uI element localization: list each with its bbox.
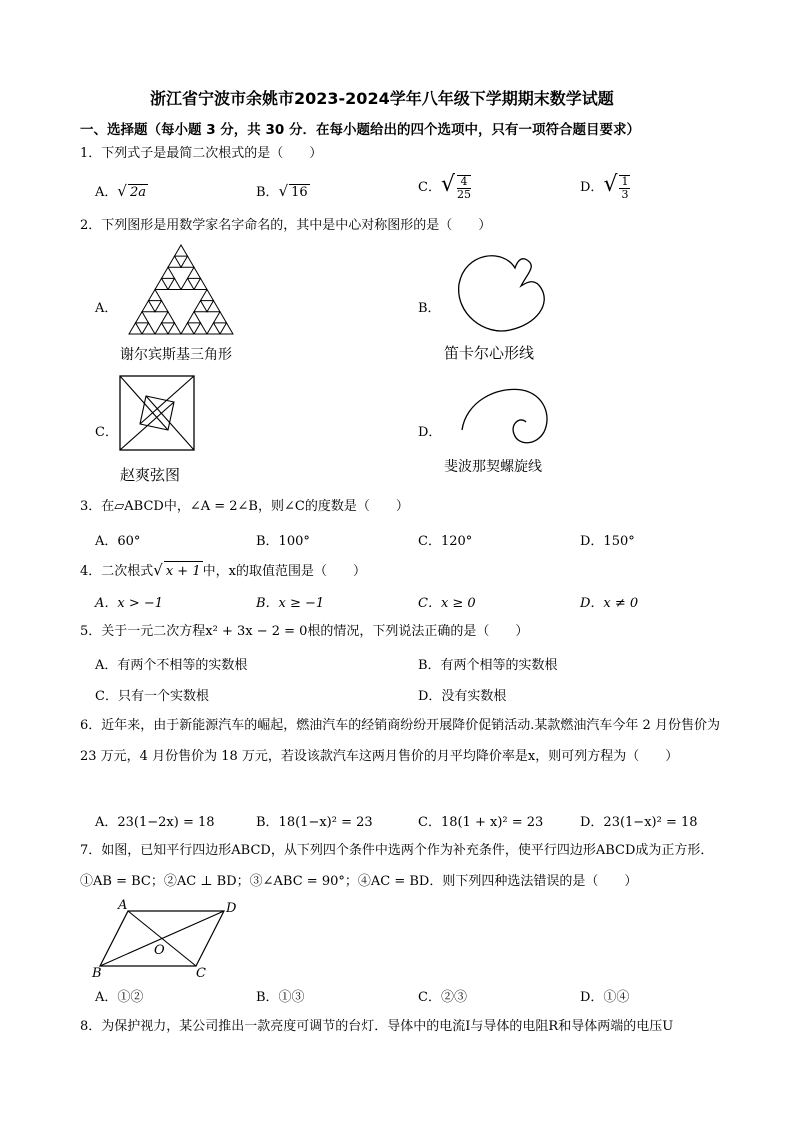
sierpinski-subtriangle: [162, 267, 175, 278]
q2-option-c-label: C．: [95, 425, 118, 440]
sierpinski-subtriangle: [168, 278, 181, 289]
sierpinski-subtriangle: [220, 323, 233, 334]
q3-option-c: C．120°: [418, 534, 473, 549]
sierpinski-subtriangle: [155, 278, 168, 289]
question-1-stem: 1．下列式子是最简二次根式的是（ ）: [80, 146, 323, 161]
question-2-stem: 2．下列图形是用数学家名字命名的，其中是中心对称图形的是（ ）: [80, 218, 492, 233]
q2-caption-b: 笛卡尔心形线: [444, 344, 535, 362]
sierpinski-subtriangle: [142, 301, 155, 312]
q5-option-c: C．只有一个实数根: [95, 689, 209, 704]
sierpinski-subtriangle: [162, 312, 175, 323]
question-3-stem: 3．在▱ABCD中，∠A = 2∠B，则∠C的度数是（ ）: [80, 499, 409, 514]
question-5-stem: 5．关于一元二次方程x² + 3x − 2 = 0根的情况，下列说法正确的是（ ）: [80, 624, 529, 639]
q7-option-c: C．②③: [418, 990, 467, 1005]
label-o: O: [154, 943, 165, 958]
q6-option-a: A．23(1−2x) = 18: [95, 815, 215, 830]
q7-option-a: A．①②: [95, 990, 144, 1005]
sierpinski-subtriangle: [129, 323, 142, 334]
sierpinski-subtriangle: [181, 323, 194, 334]
sierpinski-subtriangle: [175, 245, 188, 256]
sierpinski-subtriangle: [149, 290, 162, 301]
q7-option-d: D．①④: [580, 990, 630, 1005]
question-7-stem: 7．如图，已知平行四边形ABCD，从下列四个条件中选两个作为补充条件，使平行四边形ABCD成为正方形．①AB = BC；②AC ⊥ BD；③∠ABC = 90°；④AC = BD．则下列四种选法错误的是（ ）: [80, 843, 714, 889]
sierpinski-subtriangle: [181, 256, 194, 267]
q1-option-a: A．√ 2a: [95, 182, 146, 200]
sierpinski-subtriangle: [136, 312, 149, 323]
q3-option-d: D．150°: [580, 534, 635, 549]
question-6-stem: 6．近年来，由于新能源汽车的崛起，燃油汽车的经销商纷纷开展降价促销活动.某款燃油汽车今年 2 月份售价为 23 万元，4 月份售价为 18 万元，若设该款汽车这两月售价的月平均降价率是x，则可列方程为（ ）: [80, 718, 720, 764]
q5-option-b: B．有两个相等的实数根: [418, 658, 558, 673]
q3-option-a: A．60°: [95, 534, 141, 549]
q4-option-a: A．x > −1: [95, 596, 164, 611]
question-4-stem: 4．二次根式√ x + 1 中，x的取值范围是（ ）: [80, 560, 366, 582]
q4-option-d: D．x ≠ 0: [580, 596, 639, 611]
sierpinski-triangle-figure: [128, 244, 234, 336]
q5-option-a: A．有两个不相等的实数根: [95, 658, 248, 673]
sierpinski-subtriangle: [201, 290, 214, 301]
label-b: B: [92, 966, 102, 981]
q2-caption-d: 斐波那契螺旋线: [444, 459, 542, 475]
q2-option-d-label: D．: [418, 425, 442, 440]
label-d: D: [226, 901, 237, 916]
sierpinski-subtriangle: [188, 312, 201, 323]
sierpinski-subtriangle: [214, 312, 227, 323]
zhao-shuang-diagram-figure: [119, 375, 195, 451]
q5-option-d: D．没有实数根: [418, 689, 507, 704]
sierpinski-subtriangle: [188, 267, 201, 278]
q2-caption-a: 谢尔宾斯基三角形: [120, 347, 232, 363]
q7-option-b: B．①③: [256, 990, 305, 1005]
q6-option-d: D．23(1−x)² = 18: [580, 815, 698, 830]
q6-option-b: B．18(1−x)² = 23: [256, 815, 373, 830]
fibonacci-spiral-figure: [460, 386, 552, 448]
parallelogram-abcd-figure: [92, 898, 242, 980]
sierpinski-subtriangle: [207, 323, 220, 334]
label-c: C: [196, 966, 206, 981]
q6-option-c: C．18(1 + x)² = 23: [418, 815, 544, 830]
q4-option-b: B．x ≥ −1: [256, 596, 325, 611]
q1-option-c: C．√ $\frac{4}{25}$: [418, 172, 471, 201]
label-a: A: [118, 898, 128, 913]
sierpinski-subtriangle: [155, 301, 168, 312]
sierpinski-subtriangle: [181, 278, 194, 289]
sierpinski-subtriangle: [194, 278, 207, 289]
q2-option-b-label: B．: [418, 301, 441, 316]
sierpinski-subtriangle: [194, 301, 207, 312]
section-header: 一、选择题（每小题 3 分，共 30 分．在每小题给出的四个选项中，只有一项符合题目要求）: [80, 122, 640, 138]
sierpinski-subtriangle: [155, 323, 168, 334]
q1-option-d: D．√ $\frac{1}{3}$: [580, 172, 629, 201]
q4-option-c: C．x ≥ 0: [418, 596, 476, 611]
sierpinski-subtriangle: [168, 256, 181, 267]
sierpinski-subtriangle: [142, 323, 155, 334]
q3-option-b: B．100°: [256, 534, 310, 549]
q2-caption-c: 赵爽弦图: [120, 466, 181, 484]
sierpinski-subtriangle: [168, 323, 181, 334]
sierpinski-subtriangle: [194, 323, 207, 334]
q2-option-a-label: A．: [95, 301, 118, 316]
cardioid-figure: [455, 244, 555, 336]
sierpinski-subtriangle: [207, 301, 220, 312]
question-8-stem: 8．为保护视力，某公司推出一款亮度可调节的台灯．导体中的电流I与导体的电阻R和导体两端的电压U: [80, 1019, 674, 1034]
q1-option-b: B．√ 16: [256, 182, 308, 200]
page-title: 浙江省宁波市余姚市2023-2024学年八年级下学期期末数学试题: [150, 89, 614, 108]
